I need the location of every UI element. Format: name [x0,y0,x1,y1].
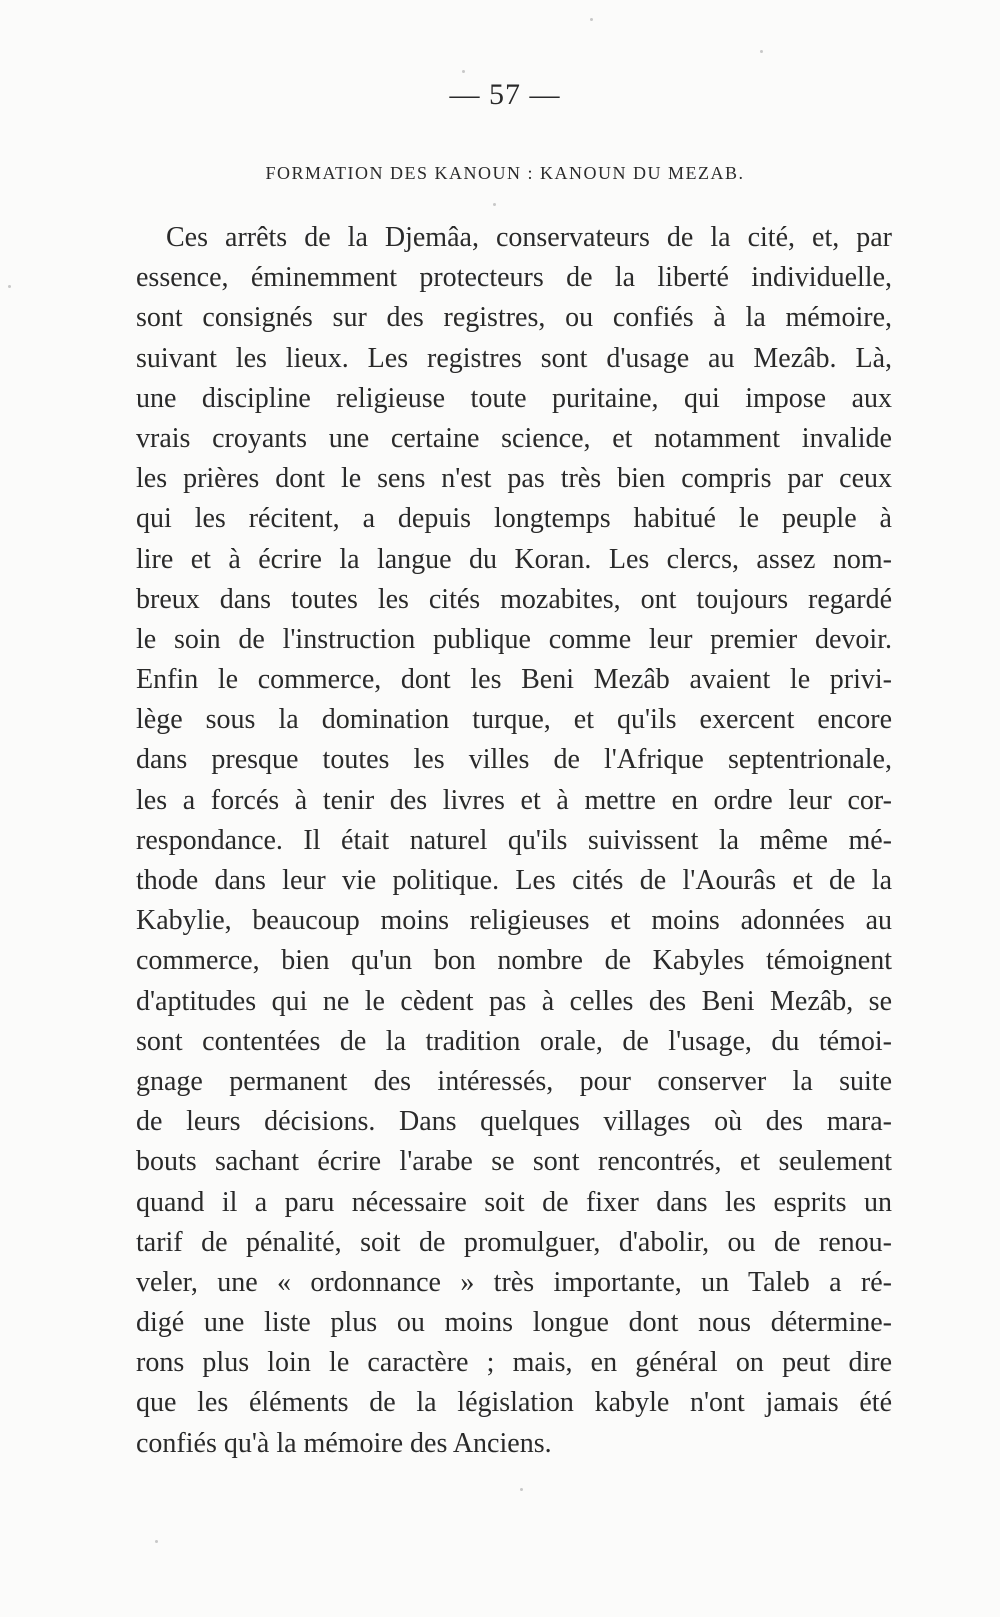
paper-speck [590,18,593,21]
page-number: — 57 — [449,78,561,111]
paper-speck [8,285,11,288]
body-paragraph [136,218,892,1464]
text-line: tarif de pénalité, soit de promulguer, d'abolir, ou de renou- [136,1226,892,1258]
text-line: rons plus loin le caractère ; mais, en général on peut dire [136,1347,892,1379]
text-line: respondance. Il était naturel qu'ils suivissent la même mé- [136,824,892,856]
text-line: veler, une « ordonnance » très importante, un Taleb a ré- [136,1266,892,1298]
text-line: quand il a paru nécessaire soit de fixer dans les esprits un [136,1186,892,1218]
paper-speck [520,1488,523,1491]
text-line: Ces arrêts de la Djemâa, conservateurs de la cité, et, par [166,222,892,253]
text-line: qui les récitent, a depuis longtemps habitué le peuple à [136,503,892,535]
text-line: le soin de l'instruction publique comme leur premier devoir. [136,623,892,655]
text-line: Enfin le commerce, dont les Beni Mezâb avaient le privi- [136,664,892,696]
paper-speck [462,70,465,73]
text-line: les a forcés à tenir des livres et à mettre en ordre leur cor- [136,784,892,816]
paper-speck [760,50,763,53]
text-line: dans presque toutes les villes de l'Afrique septentrionale, [136,744,892,776]
text-line: de leurs décisions. Dans quelques villages où des mara- [136,1106,892,1138]
text-line: une discipline religieuse toute puritaine, qui impose aux [136,382,892,414]
text-line: lège sous la domination turque, et qu'ils exercent encore [136,704,892,736]
text-line: bouts sachant écrire l'arabe se sont rencontrés, et seulement [136,1146,892,1178]
running-head: FORMATION DES KANOUN : KANOUN DU MEZAB. [265,163,745,183]
text-line: essence, éminemment protecteurs de la liberté individuelle, [136,262,892,294]
paper-speck [493,203,496,206]
text-line: breux dans toutes les cités mozabites, ont toujours regardé [136,583,892,615]
paper-speck [155,1540,158,1543]
text-line: confiés qu'à la mémoire des Anciens. [136,1427,552,1459]
text-line: digé une liste plus ou moins longue dont nous détermine- [136,1307,892,1339]
text-line: gnage permanent des intéressés, pour conserver la suite [136,1065,892,1097]
text-line: vrais croyants une certaine science, et notamment invalide [136,422,892,454]
text-line: commerce, bien qu'un bon nombre de Kabyles témoignent [136,945,892,977]
text-line: thode dans leur vie politique. Les cités de l'Aourâs et de la [136,865,892,896]
text-line: sont contentées de la tradition orale, de l'usage, du témoi- [136,1025,892,1057]
text-line: que les éléments de la législation kabyle n'ont jamais été [136,1387,892,1419]
text-line: les prières dont le sens n'est pas très bien compris par ceux [136,463,892,495]
text-line: sont consignés sur des registres, ou confiés à la mémoire, [136,302,892,334]
text-line: suivant les lieux. Les registres sont d'usage au Mezâb. Là, [136,342,892,374]
text-line: d'aptitudes qui ne le cèdent pas à celles des Beni Mezâb, se [136,985,892,1017]
text-line: lire et à écrire la langue du Koran. Les clercs, assez nom- [136,543,892,575]
text-line: Kabylie, beaucoup moins religieuses et moins adonnées au [136,905,892,937]
